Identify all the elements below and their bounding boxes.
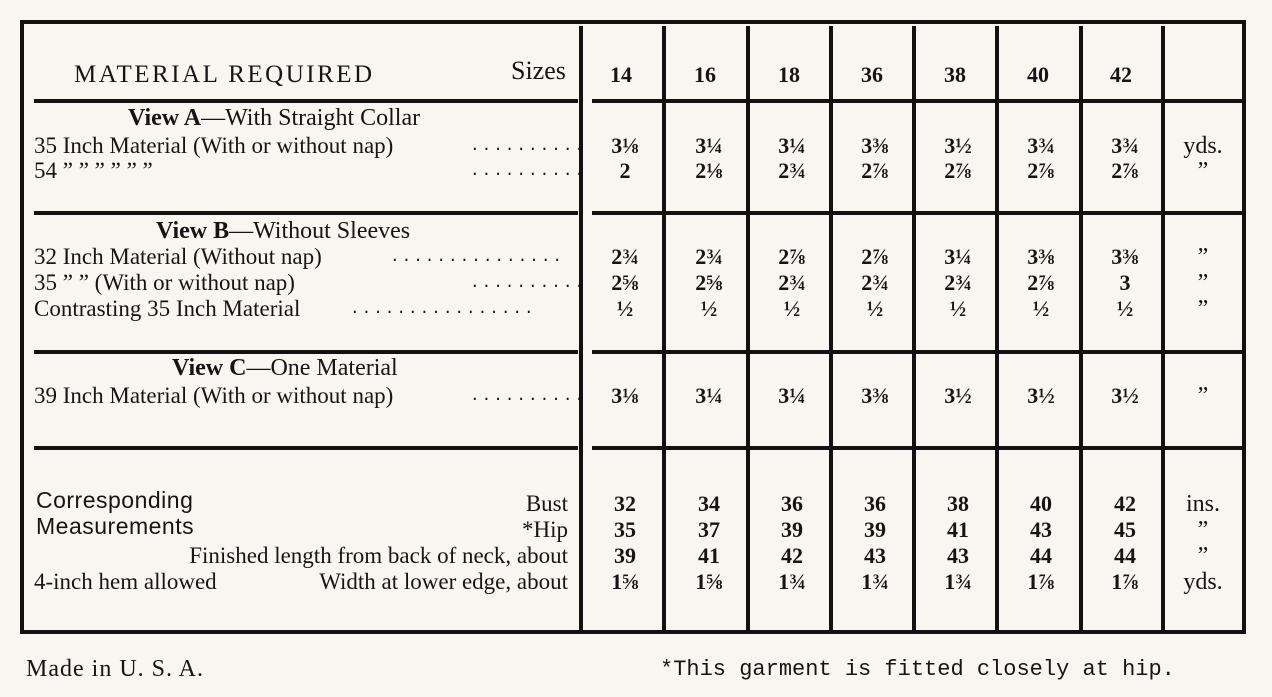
value-cell: 3½ (944, 133, 972, 158)
table-title: MATERIAL REQUIRED (74, 61, 375, 88)
view-b-heading (156, 219, 410, 243)
value-cell: 2¾ (861, 270, 889, 295)
view-c-subtitle: —One Material (246, 355, 398, 381)
row-label: Contrasting 35 Inch Material (34, 296, 301, 321)
value-cell: 39 (864, 517, 886, 542)
column-rule (579, 26, 583, 634)
row-label: 32 Inch Material (Without nap) (34, 244, 322, 269)
section-rule (592, 211, 1242, 215)
value-cell: 1⅝ (611, 569, 639, 594)
value-cell: 2⅞ (1111, 158, 1139, 183)
value-cell: 3¾ (1111, 133, 1139, 158)
view-a-subtitle: —With Straight Collar (201, 105, 421, 131)
view-b-title: View B (156, 218, 230, 244)
size-header: 42 (1110, 62, 1132, 87)
value-cell: 2¾ (944, 270, 972, 295)
column-rule (746, 26, 750, 634)
value-cell: ½ (700, 296, 718, 321)
value-cell: 44 (1114, 543, 1136, 568)
row-label: 54 ” ” ” ” ” ” (34, 158, 153, 183)
row-label: 39 Inch Material (With or without nap) (34, 383, 394, 408)
dot-leader: .......... (470, 137, 587, 155)
size-header: 14 (610, 62, 632, 87)
unit-cell: ” (1197, 158, 1209, 184)
dot-leader: ................ (350, 300, 536, 318)
value-cell: 2 (619, 158, 631, 183)
size-header: 36 (861, 62, 883, 87)
unit-cell: ” (1197, 517, 1209, 543)
row-label: 35 Inch Material (With or without nap) (34, 133, 394, 158)
value-cell: 36 (781, 491, 803, 516)
view-c-heading (172, 356, 398, 380)
view-b-subtitle: —Without Sleeves (229, 218, 411, 244)
section-rule (592, 350, 1242, 354)
unit-cell: ” (1197, 244, 1209, 270)
value-cell: 1⅞ (1111, 569, 1139, 594)
value-cell: 2⅝ (695, 270, 723, 295)
size-header: 38 (944, 62, 966, 87)
value-cell: 1¾ (861, 569, 889, 594)
value-cell: 3¼ (778, 383, 806, 408)
value-cell: 3¼ (778, 133, 806, 158)
value-cell: 45 (1114, 517, 1136, 542)
view-c-title: View C (172, 355, 247, 381)
value-cell: 42 (781, 543, 803, 568)
dot-leader: .......... (470, 387, 587, 405)
value-cell: 2⅛ (695, 158, 723, 183)
measure-label: Finished length from back of neck, about (189, 543, 568, 568)
column-rule (1079, 26, 1083, 634)
value-cell: 3¼ (695, 133, 723, 158)
value-cell: ½ (1032, 296, 1050, 321)
dot-leader: ............... (390, 248, 565, 266)
section-rule (34, 350, 578, 354)
section-rule (592, 99, 1242, 103)
value-cell: 1⅝ (695, 569, 723, 594)
section-rule (34, 99, 578, 103)
value-cell: 2⅝ (611, 270, 639, 295)
value-cell: 3¼ (944, 244, 972, 269)
value-cell: ½ (783, 296, 801, 321)
value-cell: 40 (1030, 491, 1052, 516)
view-a-title: View A (128, 105, 202, 131)
size-header: 16 (694, 62, 716, 87)
hem-note: 4-inch hem allowed (34, 569, 217, 594)
value-cell: 3 (1119, 270, 1131, 295)
fit-footnote: *This garment is fitted closely at hip. (660, 657, 1175, 682)
value-cell: 2⅞ (1027, 158, 1055, 183)
value-cell: 3¾ (1027, 133, 1055, 158)
value-cell: 2⅞ (944, 158, 972, 183)
value-cell: 3½ (1111, 383, 1139, 408)
row-label: 35 ” ” (With or without nap) (34, 270, 295, 295)
dot-leader: .......... (470, 274, 587, 292)
value-cell: 1¾ (778, 569, 806, 594)
value-cell: 37 (698, 517, 720, 542)
value-cell: ½ (1116, 296, 1134, 321)
unit-cell: ” (1197, 383, 1209, 409)
value-cell: 41 (947, 517, 969, 542)
value-cell: 2⅞ (861, 244, 889, 269)
value-cell: ½ (949, 296, 967, 321)
value-cell: 1¾ (944, 569, 972, 594)
value-cell: 41 (698, 543, 720, 568)
sizes-label: Sizes (511, 56, 566, 85)
dot-leader: .......... (470, 162, 587, 180)
value-cell: 3⅜ (861, 133, 889, 158)
value-cell: 3⅜ (861, 383, 889, 408)
value-cell: 35 (614, 517, 636, 542)
column-rule (662, 26, 666, 634)
value-cell: 3⅜ (1111, 244, 1139, 269)
unit-cell: ” (1197, 543, 1209, 569)
unit-cell: ins. (1185, 491, 1220, 517)
section-rule (34, 446, 578, 450)
value-cell: 42 (1114, 491, 1136, 516)
unit-cell: ” (1197, 270, 1209, 296)
column-rule (912, 26, 916, 634)
value-cell: 34 (698, 491, 720, 516)
unit-cell: ” (1197, 296, 1209, 322)
section-rule (592, 446, 1242, 450)
value-cell: 44 (1030, 543, 1052, 568)
measure-label: Width at lower edge, about (319, 569, 568, 594)
measurements-caption: Measurements (36, 513, 195, 539)
value-cell: 2⅞ (778, 244, 806, 269)
view-a-heading (128, 106, 420, 130)
value-cell: 36 (864, 491, 886, 516)
value-cell: 3⅛ (611, 383, 639, 408)
value-cell: ½ (616, 296, 634, 321)
value-cell: 2⅞ (861, 158, 889, 183)
value-cell: 2¾ (695, 244, 723, 269)
value-cell: 43 (947, 543, 969, 568)
value-cell: 43 (1030, 517, 1052, 542)
value-cell: 2¾ (778, 270, 806, 295)
value-cell: 2⅞ (1027, 270, 1055, 295)
column-rule (995, 26, 999, 634)
value-cell: 3½ (944, 383, 972, 408)
value-cell: 3¼ (695, 383, 723, 408)
value-cell: 43 (864, 543, 886, 568)
value-cell: 3⅛ (611, 133, 639, 158)
section-rule (34, 211, 578, 215)
value-cell: ½ (866, 296, 884, 321)
size-header: 40 (1027, 62, 1049, 87)
column-rule (829, 26, 833, 634)
value-cell: 2¾ (611, 244, 639, 269)
column-rule (1161, 26, 1165, 634)
value-cell: 1⅞ (1027, 569, 1055, 594)
unit-cell: yds. (1183, 569, 1223, 595)
measurements-caption: Corresponding (36, 487, 194, 513)
value-cell: 32 (614, 491, 636, 516)
value-cell: 38 (947, 491, 969, 516)
origin-note: Made in U. S. A. (26, 656, 204, 682)
value-cell: 3½ (1027, 383, 1055, 408)
value-cell: 2¾ (778, 158, 806, 183)
measure-label: Bust (525, 491, 568, 516)
value-cell: 3⅜ (1027, 244, 1055, 269)
size-header: 18 (778, 62, 800, 87)
value-cell: 39 (781, 517, 803, 542)
value-cell: 39 (614, 543, 636, 568)
unit-cell: yds. (1183, 133, 1223, 159)
measure-label: *Hip (522, 517, 568, 542)
